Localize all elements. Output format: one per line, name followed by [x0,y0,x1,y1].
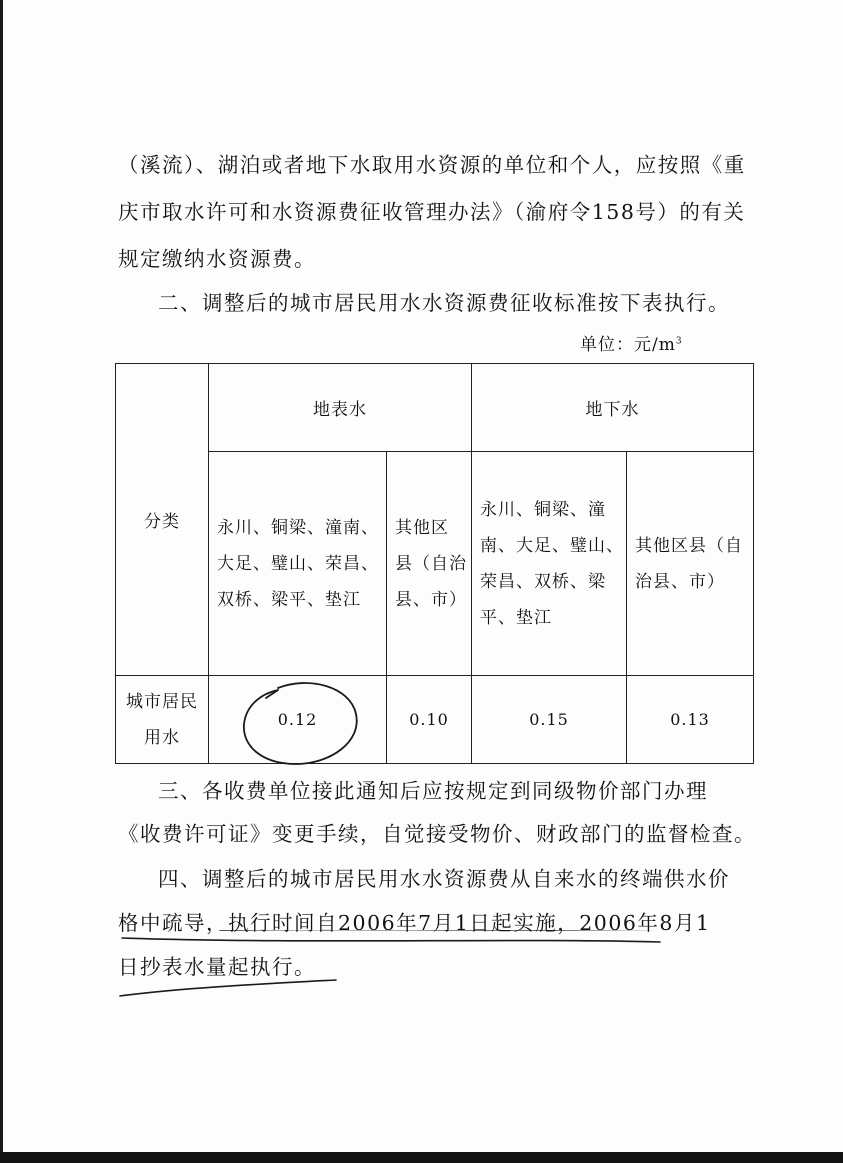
paragraph-1-line-3: 规定缴纳水资源费。 [118,247,316,271]
paragraph-4-line-3: 日抄表水量起执行。 [118,955,316,979]
ground-area-2-line-1: 其他区县（自 [635,535,743,556]
row-label-line-1: 城市居民 [126,691,198,712]
ground-area-1-line-3: 荣昌、双桥、梁 [480,571,606,592]
ground-area-2 [627,452,754,676]
surface-area-1 [209,452,387,676]
surface-area-1-line-1: 永川、铜梁、潼南、 [217,517,379,538]
paragraph-3-line-2: 《收费许可证》变更手续，自觉接受物价、财政部门的监督检查。 [118,822,756,846]
paragraph-2: 二、调整后的城市居民用水水资源费征收标准按下表执行。 [158,291,730,315]
unit-label [580,330,683,355]
table-row-header-2 [116,452,754,676]
surface-area-2-line-2: 县（自治 [395,553,467,574]
scan-edge-bottom [0,1152,843,1163]
surface-area-2-line-1: 其他区 [395,517,449,538]
category-header: 分类 [116,364,209,676]
surface-area-2 [387,452,472,676]
paragraph-4-line-1: 四、调整后的城市居民用水水资源费从自来水的终端供水价 [158,867,730,891]
paragraph-4-line-2: 格中疏导，执行时间自2006年7月1日起实施，2006年8月1 [118,911,711,935]
table-row-values [116,676,754,764]
ground-area-2-line-2: 治县、市） [635,571,725,592]
paragraph-3-line-1: 三、各收费单位接此通知后应按规定到同级物价部门办理 [158,779,708,803]
ground-water-header: 地下水 [472,364,754,452]
surface-area-2-line-3: 县、市） [395,589,467,610]
unit-text: 单位：元/m [580,335,676,355]
value-surface-area-2: 0.10 [387,676,472,764]
scan-edge-left [0,0,3,1163]
ground-area-1 [472,452,627,676]
surface-water-header: 地表水 [209,364,472,452]
ground-area-1-line-1: 永川、铜梁、潼 [480,499,606,520]
table-row-header-1 [116,364,754,452]
fee-table [115,363,754,764]
paragraph-1-line-1: （溪流）、湖泊或者地下水取用水资源的单位和个人，应按照《重 [118,153,746,177]
unit-exponent: 3 [675,336,683,347]
surface-area-1-line-3: 双桥、梁平、垫江 [217,589,361,610]
value-surface-area-1: 0.12 [209,676,387,764]
row-label-line-2: 用水 [144,727,180,748]
paragraph-1-line-2: 庆市取水许可和水资源费征收管理办法》（渝府令158号）的有关 [118,200,746,224]
value-ground-area-1: 0.15 [472,676,627,764]
ground-area-1-line-2: 南、大足、璧山、 [480,535,624,556]
value-ground-area-2: 0.13 [627,676,754,764]
surface-area-1-line-2: 大足、璧山、荣昌、 [217,553,379,574]
row-label [116,676,209,764]
ground-area-1-line-4: 平、垫江 [480,607,552,628]
